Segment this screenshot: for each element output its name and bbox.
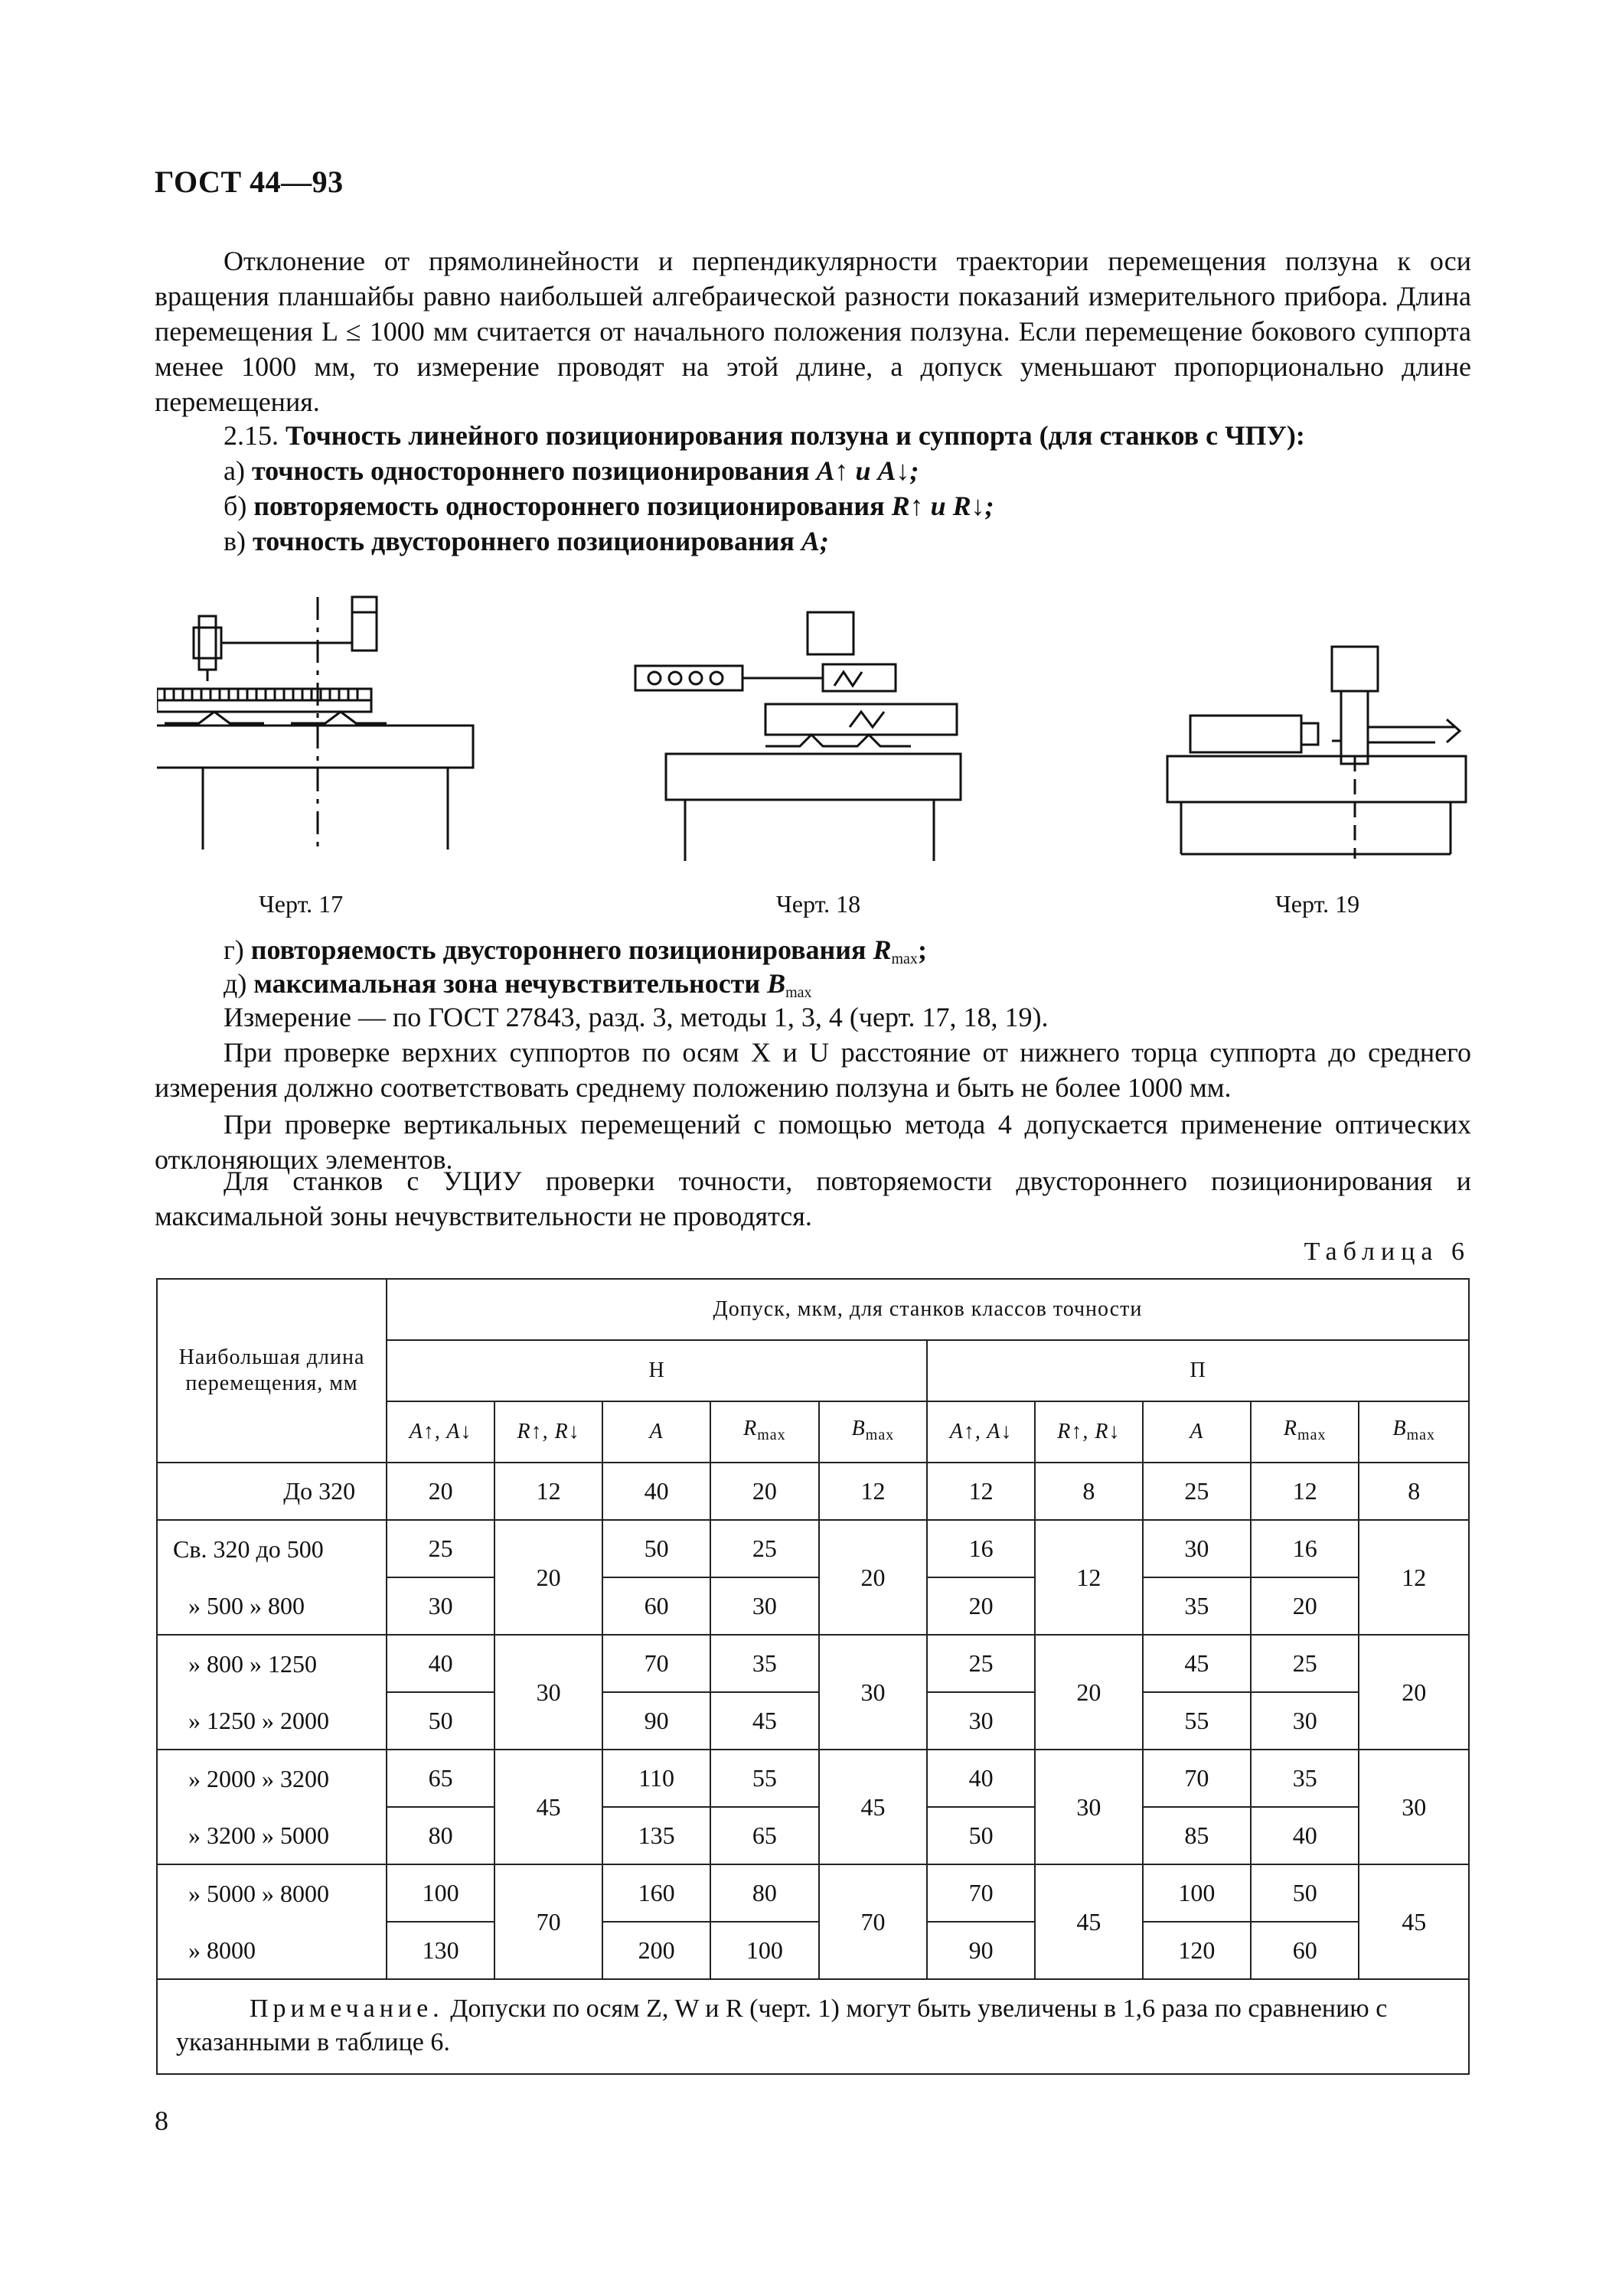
value-cell: 70 — [927, 1864, 1035, 1922]
table-note — [157, 1979, 1469, 2074]
figure-19-caption: Черт. 19 — [1275, 890, 1360, 918]
value-cell: 30 — [494, 1635, 602, 1750]
value-cell: 70 — [819, 1864, 928, 1979]
value-cell: 40 — [387, 1635, 494, 1692]
list-item-v: в) точность двустороннего позиционирования A; — [224, 526, 829, 556]
page-number: 8 — [155, 2105, 168, 2136]
table-row — [157, 1692, 1469, 1750]
value-cell: 70 — [602, 1635, 710, 1692]
value-cell: 20 — [927, 1577, 1035, 1635]
figure-17-caption: Черт. 17 — [259, 890, 344, 918]
value-cell: 160 — [602, 1864, 710, 1922]
value-cell: 16 — [927, 1520, 1035, 1577]
value-cell: 90 — [927, 1922, 1035, 1979]
table-row — [157, 1635, 1469, 1692]
figure-18-caption: Черт. 18 — [776, 890, 861, 918]
value-cell: 35 — [1251, 1750, 1359, 1807]
value-cell: 40 — [1251, 1807, 1359, 1864]
col-header: $B_{max}$ — [1359, 1401, 1469, 1463]
tolerance-header: Допуск, мкм, для станков классов точности — [387, 1279, 1469, 1340]
table-row — [157, 1750, 1469, 1807]
value-cell: 120 — [1143, 1922, 1251, 1979]
value-cell: 20 — [819, 1520, 928, 1635]
value-cell: 60 — [1251, 1922, 1359, 1979]
value-cell: 55 — [1143, 1692, 1251, 1750]
value-cell: 20 — [1359, 1635, 1469, 1750]
length-cell: До 320 — [157, 1463, 387, 1520]
value-cell: 85 — [1143, 1807, 1251, 1864]
value-cell: 50 — [602, 1520, 710, 1577]
length-cell: » 2000 » 3200 — [157, 1750, 387, 1807]
value-cell: 20 — [710, 1463, 819, 1520]
length-header: Наибольшая длина перемещения, мм — [157, 1279, 387, 1463]
value-cell: 45 — [819, 1750, 928, 1864]
value-cell: 45 — [1143, 1635, 1251, 1692]
paragraph-deviation: Отклонение от прямолинейности и перпендикулярности траектории перемещения ползуна к оси вращения планшайбы равно наибольшей алгебраической разности показаний измерительного прибора. Длина перемещения L ≤ 1000 мм считается от начального положения ползуна. Если перемещение бокового суппорта менее 1000 мм, то измерение проводят на этой длине, а допуск уменьшают пропорционально длине перемещения. — [155, 246, 1471, 417]
table-6-title: Таблица 6 — [1304, 1238, 1470, 1266]
value-cell: 35 — [710, 1635, 819, 1692]
paragraph-upper-supports: При проверке верхних суппортов по осям X и U расстояние от нижнего торца суппорта до среднего измерения должно соответствовать среднему положению ползуна и быть не более 1000 мм. — [155, 1037, 1471, 1103]
length-cell: » 1250 » 2000 — [157, 1692, 387, 1750]
figure-17-drawing — [157, 589, 478, 865]
value-cell: 20 — [1035, 1635, 1143, 1750]
value-cell: 25 — [1251, 1635, 1359, 1692]
value-cell: 60 — [602, 1577, 710, 1635]
value-cell: 20 — [1251, 1577, 1359, 1635]
value-cell: 100 — [387, 1864, 494, 1922]
value-cell: 70 — [1143, 1750, 1251, 1807]
value-cell: 12 — [927, 1463, 1035, 1520]
table-row — [157, 1577, 1469, 1635]
value-cell: 30 — [1035, 1750, 1143, 1864]
class-h-header: Н — [387, 1340, 927, 1401]
col-header: $R_{max}$ — [710, 1401, 819, 1463]
value-cell: 20 — [494, 1520, 602, 1635]
value-cell: 45 — [1035, 1864, 1143, 1979]
length-cell: » 500 » 800 — [157, 1577, 387, 1635]
value-cell: 16 — [1251, 1520, 1359, 1577]
col-header: A — [1143, 1401, 1251, 1463]
value-cell: 8 — [1035, 1463, 1143, 1520]
standard-code-header: ГОСТ 44—93 — [155, 165, 344, 199]
list-item-d: д) максимальная зона нечувствительности $B_{max}$ — [224, 968, 812, 1001]
value-cell: 80 — [387, 1807, 494, 1864]
value-cell: 8 — [1359, 1463, 1469, 1520]
length-cell: » 3200 » 5000 — [157, 1807, 387, 1864]
value-cell: 55 — [710, 1750, 819, 1807]
value-cell: 40 — [602, 1463, 710, 1520]
value-cell: 70 — [494, 1864, 602, 1979]
value-cell: 110 — [602, 1750, 710, 1807]
col-header: $R_{max}$ — [1251, 1401, 1359, 1463]
figure-19-drawing — [1160, 643, 1481, 865]
value-cell: 12 — [819, 1463, 928, 1520]
value-cell: 30 — [1359, 1750, 1469, 1864]
value-cell: 30 — [710, 1577, 819, 1635]
value-cell: 20 — [387, 1463, 494, 1520]
table-row — [157, 1463, 1469, 1520]
length-cell: » 8000 — [157, 1922, 387, 1979]
table-row — [157, 1922, 1469, 1979]
value-cell: 130 — [387, 1922, 494, 1979]
value-cell: 30 — [387, 1577, 494, 1635]
value-cell: 90 — [602, 1692, 710, 1750]
value-cell: 45 — [710, 1692, 819, 1750]
value-cell: 35 — [1143, 1577, 1251, 1635]
value-cell: 100 — [1143, 1864, 1251, 1922]
col-header: A — [602, 1401, 710, 1463]
paragraph-measurement: Измерение — по ГОСТ 27843, разд. 3, методы 1, 3, 4 (черт. 17, 18, 19). — [224, 1002, 1049, 1032]
value-cell: 25 — [1143, 1463, 1251, 1520]
list-item-a: а) точность одностороннего позиционирования A↑ и A↓; — [224, 455, 919, 486]
table-row — [157, 1520, 1469, 1577]
value-cell: 30 — [819, 1635, 928, 1750]
value-cell: 30 — [1143, 1520, 1251, 1577]
value-cell: 65 — [387, 1750, 494, 1807]
value-cell: 40 — [927, 1750, 1035, 1807]
value-cell: 50 — [1251, 1864, 1359, 1922]
value-cell: 135 — [602, 1807, 710, 1864]
value-cell: 25 — [710, 1520, 819, 1577]
paragraph-uciu: Для станков с УЦИУ проверки точности, повторяемости двустороннего позиционирования и максимальной зоны нечувствительности не проводятся. — [155, 1166, 1471, 1231]
value-cell: 25 — [387, 1520, 494, 1577]
col-header: A↑, A↓ — [927, 1401, 1035, 1463]
table-row — [157, 1864, 1469, 1922]
value-cell: 25 — [927, 1635, 1035, 1692]
value-cell: 12 — [1359, 1520, 1469, 1635]
col-header: A↑, A↓ — [387, 1401, 494, 1463]
length-cell: » 5000 » 8000 — [157, 1864, 387, 1922]
section-2-15-heading: 2.15. Точность линейного позиционирования ползуна и суппорта (для станков с ЧПУ): — [224, 420, 1305, 451]
figure-18-drawing — [628, 605, 980, 865]
value-cell: 100 — [710, 1922, 819, 1979]
col-header: $B_{max}$ — [819, 1401, 928, 1463]
tolerance-table-6 — [156, 1278, 1470, 2075]
paragraph-vertical-moves: При проверке вертикальных перемещений с помощью метода 4 допускается применение оптических отклоняющих элементов. — [155, 1109, 1471, 1175]
list-item-b: б) повторяемость одностороннего позиционирования R↑ и R↓; — [224, 491, 994, 521]
value-cell: 30 — [1251, 1692, 1359, 1750]
col-header: R↑, R↓ — [494, 1401, 602, 1463]
col-header: R↑, R↓ — [1035, 1401, 1143, 1463]
value-cell: 30 — [927, 1692, 1035, 1750]
length-cell: Св. 320 до 500 — [157, 1520, 387, 1577]
value-cell: 80 — [710, 1864, 819, 1922]
value-cell: 50 — [927, 1807, 1035, 1864]
value-cell: 45 — [494, 1750, 602, 1864]
value-cell: 200 — [602, 1922, 710, 1979]
value-cell: 65 — [710, 1807, 819, 1864]
value-cell: 50 — [387, 1692, 494, 1750]
value-cell: 12 — [1035, 1520, 1143, 1635]
note-label: Примечание. — [250, 1994, 444, 2023]
note-text: Допуски по осям Z, W и R (черт. 1) могут быть увеличены в 1,6 раза по сравнению с указанными в таблице 6. — [176, 1994, 1388, 2056]
value-cell: 12 — [1251, 1463, 1359, 1520]
list-item-g: г) повторяемость двустороннего позиционирования $R_{max}$; — [224, 934, 927, 967]
length-cell: » 800 » 1250 — [157, 1635, 387, 1692]
table-row — [157, 1807, 1469, 1864]
value-cell: 45 — [1359, 1864, 1469, 1979]
class-p-header: П — [927, 1340, 1469, 1401]
value-cell: 12 — [494, 1463, 602, 1520]
